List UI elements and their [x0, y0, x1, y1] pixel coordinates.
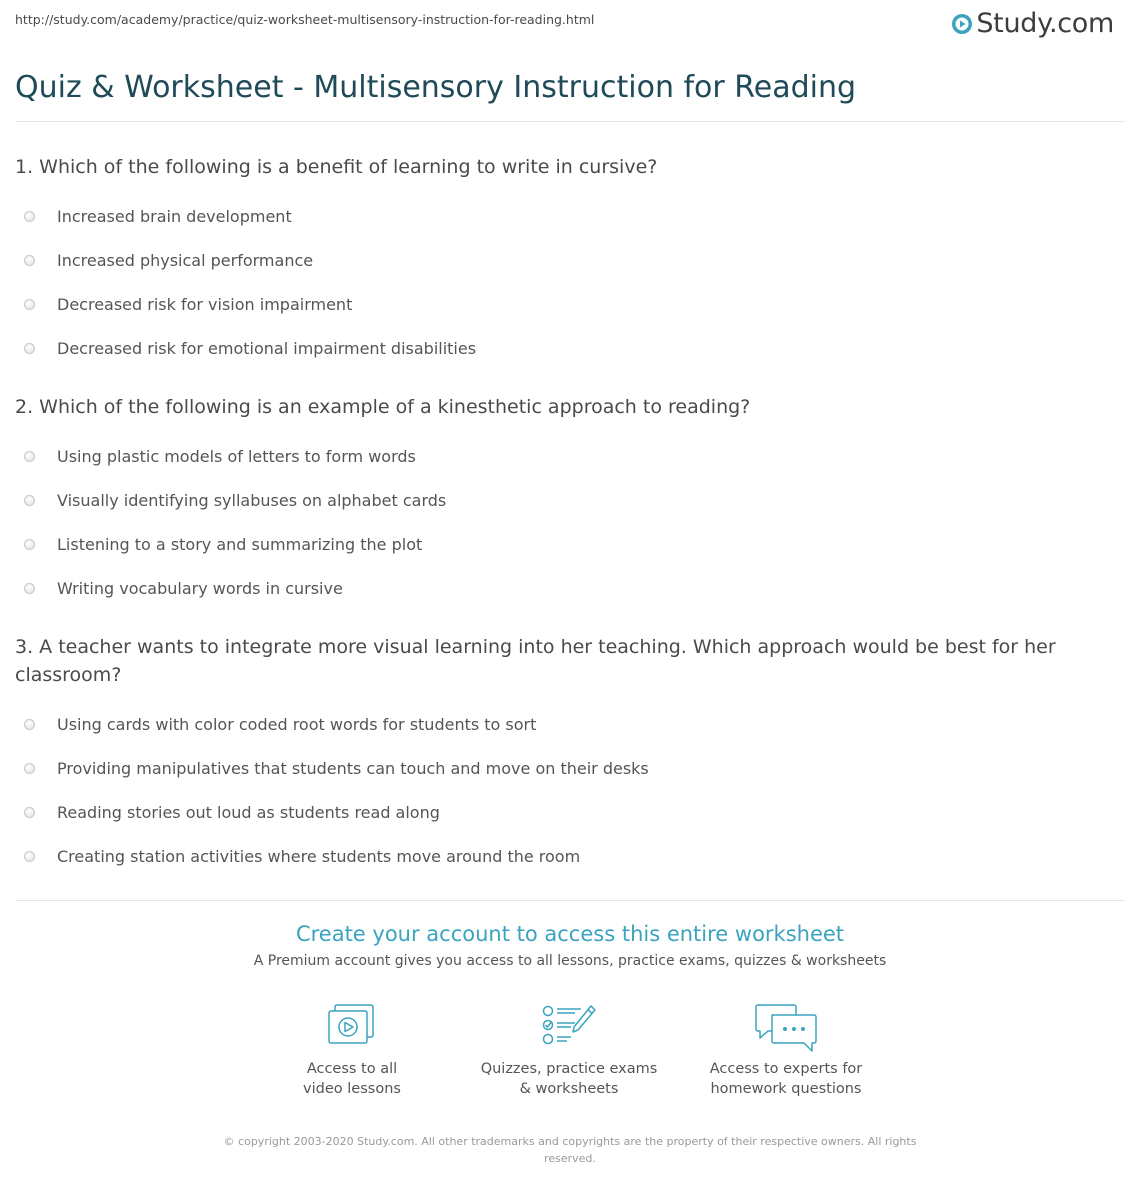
- quiz-checklist-icon: [541, 1003, 597, 1047]
- cta-heading[interactable]: Create your account to access this entire worksheet: [295, 922, 845, 946]
- page-url: http://study.com/academy/practice/quiz-worksheet-multisensory-instruction-for-reading.html: [15, 12, 595, 27]
- radio-button[interactable]: [24, 495, 35, 506]
- answer-option[interactable]: [15, 481, 1125, 525]
- answer-label: Decreased risk for vision impairment: [57, 294, 353, 314]
- radio-button[interactable]: [24, 851, 35, 862]
- radio-button[interactable]: [24, 807, 35, 818]
- answer-label: Creating station activities where students move around the room: [57, 846, 581, 866]
- feature-label: Access to experts for homework questions: [709, 1061, 863, 1097]
- answer-option[interactable]: [15, 705, 1125, 749]
- question-2: [15, 393, 1125, 613]
- answer-option[interactable]: [15, 329, 1125, 373]
- answer-option[interactable]: [15, 197, 1125, 241]
- chat-bubbles-icon: [754, 1003, 818, 1055]
- answer-label: Reading stories out loud as students read along: [57, 802, 440, 822]
- answer-label: Using plastic models of letters to form words: [57, 446, 416, 466]
- answer-option[interactable]: [15, 241, 1125, 285]
- radio-button[interactable]: [24, 451, 35, 462]
- answer-label: Using cards with color coded root words for students to sort: [57, 714, 537, 734]
- radio-button[interactable]: [24, 255, 35, 266]
- answer-label: Visually identifying syllabuses on alphabet cards: [57, 490, 447, 510]
- play-circle-icon: [951, 13, 973, 35]
- radio-button[interactable]: [24, 719, 35, 730]
- answer-label: Providing manipulatives that students can touch and move on their desks: [57, 758, 649, 778]
- radio-button[interactable]: [24, 763, 35, 774]
- answer-label: Decreased risk for emotional impairment disabilities: [57, 338, 477, 358]
- cta-subheading: A Premium account gives you access to all lessons, practice exams, quizzes & worksheets: [253, 953, 887, 969]
- feature-label: Quizzes, practice exams & worksheets: [480, 1061, 658, 1097]
- question-text: 2. Which of the following is an example of a kinesthetic approach to reading?: [15, 396, 751, 418]
- page-title: Quiz & Worksheet - Multisensory Instruction for Reading: [15, 70, 857, 105]
- answer-option[interactable]: [15, 749, 1125, 793]
- video-lessons-icon: [326, 1003, 378, 1047]
- radio-button[interactable]: [24, 583, 35, 594]
- answer-label: Increased brain development: [57, 206, 292, 226]
- feature-video-lessons: [252, 1003, 452, 1099]
- answer-label: Increased physical performance: [57, 250, 314, 270]
- answer-option[interactable]: [15, 569, 1125, 613]
- cta-divider: [15, 900, 1125, 901]
- answer-option[interactable]: [15, 793, 1125, 837]
- answer-options: [15, 705, 1125, 881]
- radio-button[interactable]: [24, 343, 35, 354]
- feature-quizzes: [469, 1003, 669, 1099]
- top-bar: [0, 0, 1140, 60]
- answer-option[interactable]: [15, 525, 1125, 569]
- title-divider: [15, 121, 1125, 122]
- study-logo[interactable]: [951, 8, 1114, 39]
- radio-button[interactable]: [24, 539, 35, 550]
- copyright-notice: © copyright 2003-2020 Study.com. All other trademarks and copyrights are the property of their respective owners. All rights reserved.: [223, 1135, 917, 1165]
- radio-button[interactable]: [24, 299, 35, 310]
- answer-option[interactable]: [15, 285, 1125, 329]
- answer-label: Writing vocabulary words in cursive: [57, 578, 343, 598]
- question-text: 3. A teacher wants to integrate more visual learning into her teaching. Which approach would be best for her classroom?: [15, 636, 1056, 686]
- feature-label: Access to all video lessons: [303, 1061, 401, 1097]
- feature-experts: [686, 1003, 886, 1099]
- answer-option[interactable]: [15, 837, 1125, 881]
- answer-options: [15, 197, 1125, 373]
- radio-button[interactable]: [24, 211, 35, 222]
- question-3: [15, 633, 1125, 881]
- answer-options: [15, 437, 1125, 613]
- answer-option[interactable]: [15, 437, 1125, 481]
- question-text: 1. Which of the following is a benefit of learning to write in cursive?: [15, 156, 658, 178]
- question-1: [15, 153, 1125, 373]
- logo-text: Study.com: [976, 8, 1114, 39]
- answer-label: Listening to a story and summarizing the plot: [57, 534, 423, 554]
